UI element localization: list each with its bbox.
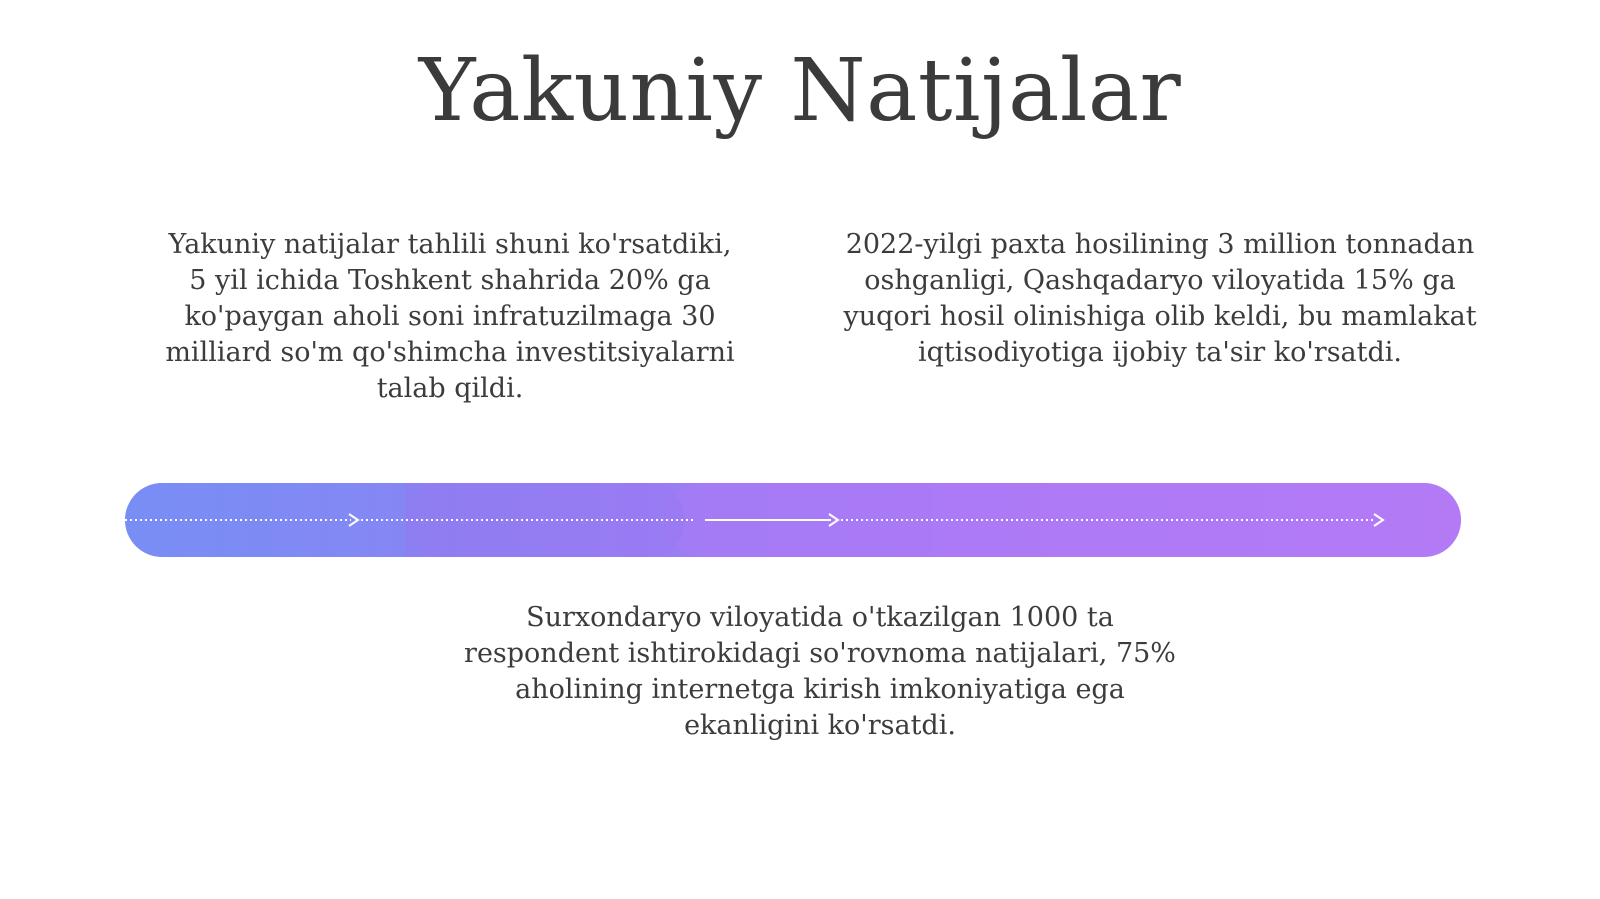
slide-title: Yakuniy Natijalar <box>418 41 1182 141</box>
timeline-arrows <box>125 483 1461 557</box>
timeline <box>125 483 1461 557</box>
paragraph-bottom: Surxondaryo viloyatida o'tkazilgan 1000 ta respondent ishtirokidagi so'rovnoma natijalari, 75% aholining internetga kirish imkoniyatiga ega ekanligini ko'rsatdi. <box>464 602 1176 741</box>
arrow-right-icon <box>1374 514 1383 526</box>
paragraph-left: Yakuniy natijalar tahlili shuni ko'rsatdiki, 5 yil ichida Toshkent shahrida 20% ga ko'paygan aholi soni infratuzilmaga 30 milliard so'm qo'shimcha investitsiyalarni talab qildi. <box>165 229 735 404</box>
paragraph-right: 2022-yilgi paxta hosilining 3 million tonnadan oshganligi, Qashqadaryo viloyatida 15% ga yuqori hosil olinishiga olib keldi, bu mamlakat iqtisodiyotiga ijobiy ta'sir ko'rsatdi. <box>843 229 1477 368</box>
